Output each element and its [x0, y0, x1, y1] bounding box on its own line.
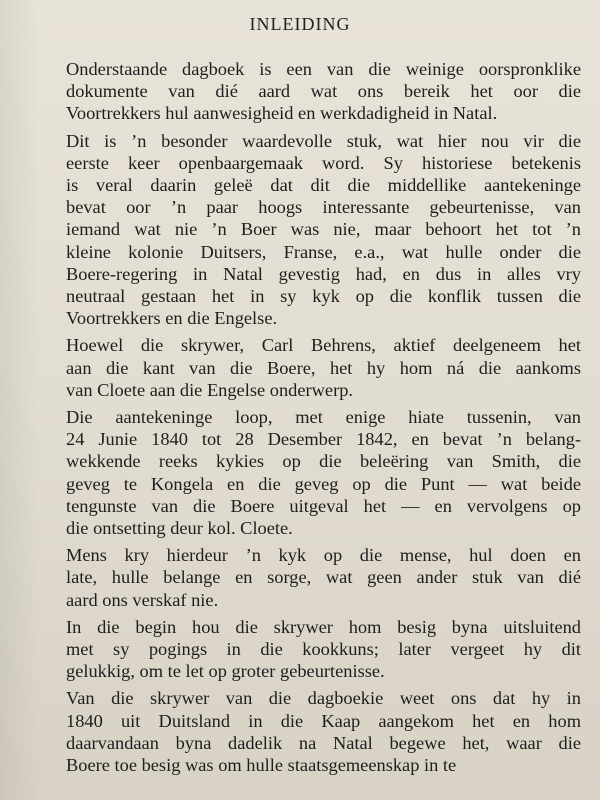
text-line: dokumente van dié aard wat ons bereik het oor die [66, 81, 581, 102]
text-line: bevat oor ’n paar hoogs interessante gebeurtenisse, van [66, 197, 581, 218]
text-line: Boere-regering in Natal gevestig had, en dus in alles vry [66, 263, 581, 284]
paragraph [66, 130, 581, 330]
text-line: 1840 uit Duitsland in die Kaap aangekom het en hom [66, 710, 581, 731]
body-text [66, 58, 581, 781]
text-line: daarvandaan byna dadelik na Natal begewe het, waar die [66, 732, 581, 753]
text-line: Hoewel die skrywer, Carl Behrens, aktief deelgeneem het [66, 335, 581, 356]
text-line: aan die kant van die Boere, het hy hom ná die aankoms [66, 357, 581, 378]
text-line: aard ons verskaf nie. [66, 589, 219, 610]
paragraph [66, 406, 581, 539]
text-line: met sy pogings in die kookkuns; later vergeet hy dit [66, 639, 581, 660]
text-line: Van die skrywer van die dagboekie weet ons dat hy in [66, 688, 581, 709]
text-line: eerste keer openbaargemaak word. Sy historiese betekenis [66, 152, 581, 173]
page-gutter-shadow [0, 0, 40, 800]
paragraph [66, 334, 581, 401]
text-line: Die aantekeninge loop, met enige hiate tussenin, van [66, 407, 581, 428]
text-line: kleine kolonie Duitsers, Franse, e.a., wat hulle onder die [66, 241, 581, 262]
text-line: gelukkig, om te let op groter gebeurtenisse. [66, 661, 385, 682]
text-line: Onderstaande dagboek is een van die weinige oorspronklike [66, 59, 581, 79]
text-line: van Cloete aan die Engelse onderwerp. [66, 379, 353, 400]
text-line: wekkende reeks kykies op die beleëring van Smith, die [66, 451, 581, 472]
text-line: Mens kry hierdeur ’n kyk op die mense, hul doen en [66, 545, 581, 566]
paragraph [66, 616, 581, 683]
text-line: Voortrekkers hul aanwesigheid en werkdadigheid in Natal. [66, 103, 498, 124]
text-line: is veral daarin geleë dat dit die middellike aantekeninge [66, 175, 581, 196]
text-line: die ontsetting deur kol. Cloete. [66, 518, 293, 539]
text-line: 24 Junie 1840 tot 28 Desember 1842, en bevat ’n belang- [66, 429, 581, 450]
text-line: neutraal gestaan het in sy kyk op die konflik tussen die [66, 286, 581, 307]
paragraph [66, 544, 581, 611]
text-line: In die begin hou die skrywer hom besig byna uitsluitend [66, 616, 581, 637]
text-line: late, hulle belange en sorge, wat geen ander stuk van dié [66, 567, 581, 588]
paragraph [66, 58, 581, 125]
paragraph [66, 687, 581, 776]
text-line: Voortrekkers en die Engelse. [66, 308, 278, 329]
text-line: Boere toe besig was om hulle staatsgemeenskap in te [66, 755, 457, 776]
text-line: tengunste van die Boere uitgeval het — en vervolgens op [66, 495, 581, 516]
page-heading: INLEIDING [249, 14, 351, 34]
text-line: geveg te Kongela en die geveg op die Punt — wat beide [66, 473, 581, 494]
text-line: Dit is ’n besonder waardevolle stuk, wat hier nou vir die [66, 130, 581, 151]
text-line: iemand wat nie ’n Boer was nie, maar behoort het tot ’n [66, 219, 581, 240]
